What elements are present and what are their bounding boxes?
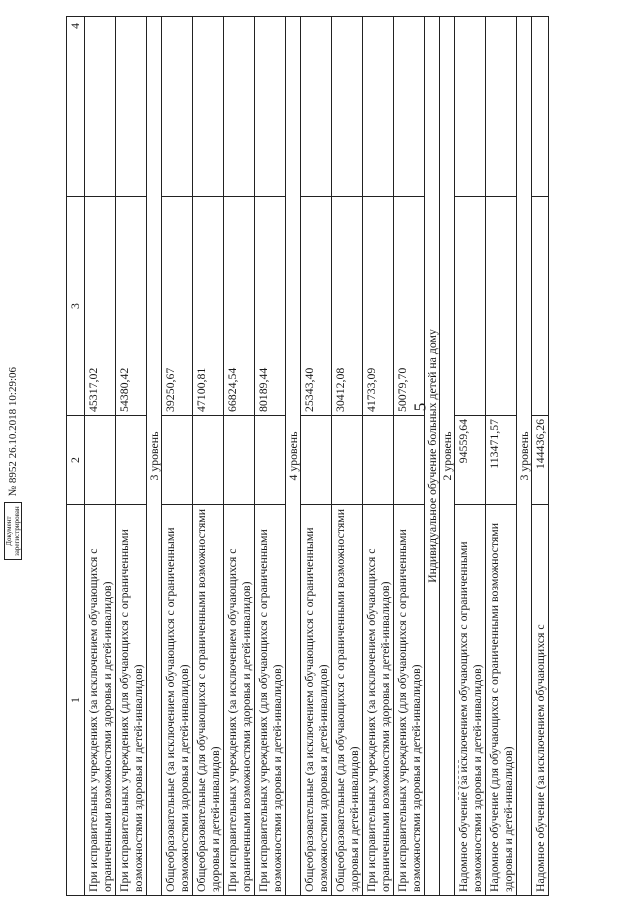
level-heading: 3 уровень [517, 17, 532, 896]
level-heading-row [440, 17, 455, 896]
tariff-table [66, 16, 549, 896]
level-heading-row [147, 17, 162, 896]
row-value-col-4 [394, 17, 425, 197]
section-heading: Индивидуальное обучение больных детей на дому [425, 17, 440, 896]
row-value-col-4 [486, 17, 517, 197]
row-value-col-4 [332, 17, 363, 197]
table-row [332, 17, 363, 896]
row-value-col-2 [255, 416, 286, 505]
row-value-col-4 [116, 17, 147, 197]
table-row [224, 17, 255, 896]
row-value-col-3: 80189,44 [255, 197, 286, 416]
level-heading-row [517, 17, 532, 896]
header-col-2: 2 [67, 416, 85, 505]
row-value-col-4 [162, 17, 193, 197]
registration-stamp-icon: Документ зарегистрирован [4, 502, 22, 560]
registration-footer [4, 367, 22, 560]
row-label: Общеобразовательные (за исключением обучающихся с ограниченными возможностями здоровья и детей-инвалидов) [162, 505, 193, 896]
table-row [85, 17, 116, 896]
row-label: Надомное обучение (для обучающихся с ограниченными возможностями здоровья и детей-инвалидов) [486, 505, 517, 896]
level-heading: 3 уровень [147, 17, 162, 896]
row-value-col-3: 50079,70 [394, 197, 425, 416]
table-row [193, 17, 224, 896]
row-value-col-4 [85, 17, 116, 197]
row-label: При исправительных учреждениях (для обучающихся с ограниченными возможностями здоровья и детей-инвалидов) [255, 505, 286, 896]
row-value-col-2 [301, 416, 332, 505]
row-value-col-2 [394, 416, 425, 505]
table-row [162, 17, 193, 896]
row-label: Надомное обучение (за исключением обучающихся с ограниченными возможностями здоровья и детей-инвалидов) [455, 505, 486, 896]
row-value-col-4 [532, 17, 549, 197]
row-value-col-2: 113471,57 [486, 416, 517, 505]
row-label: При исправительных учреждениях (для обучающихся с ограниченными возможностями здоровья и детей-инвалидов) [116, 505, 147, 896]
row-value-col-2 [224, 416, 255, 505]
row-value-col-2 [332, 416, 363, 505]
header-col-4: 4 [67, 17, 85, 197]
row-label: Надомное обучение (за исключением обучающихся с [532, 505, 549, 896]
table-row [255, 17, 286, 896]
registration-text: № 8952 26.10.2018 10:29:06 [7, 366, 19, 497]
row-label: При исправительных учреждениях (за исключением обучающихся с ограниченными возможностями здоровья и детей-инвалидов) [224, 505, 255, 896]
row-value-col-3 [486, 197, 517, 416]
row-value-col-3 [532, 197, 549, 416]
row-value-col-2: 144436,26 [532, 416, 549, 505]
header-col-1: 1 [67, 505, 85, 896]
row-label: При исправительных учреждениях (за исключением обучающихся с ограниченными возможностями здоровья и детей-инвалидов) [363, 505, 394, 896]
row-value-col-4 [455, 17, 486, 197]
row-value-col-4 [363, 17, 394, 197]
row-value-col-3: 66824,54 [224, 197, 255, 416]
row-value-col-3: 47100,81 [193, 197, 224, 416]
table-row [486, 17, 517, 896]
table-row [116, 17, 147, 896]
row-label: Общеобразовательные (за исключением обучающихся с ограниченными возможностями здоровья и детей-инвалидов) [301, 505, 332, 896]
level-heading: 2 уровень [440, 17, 455, 896]
row-value-col-2: 94559,64 [455, 416, 486, 505]
row-label: Общеобразовательные (для обучающихся с ограниченными возможностями здоровья и детей-инвалидов) [332, 505, 363, 896]
row-label: При исправительных учреждениях (за исключением обучающихся с ограниченными возможностями здоровья и детей-инвалидов) [85, 505, 116, 896]
row-label: Общеобразовательные (для обучающихся с ограниченными возможностями здоровья и детей-инвалидов) [193, 505, 224, 896]
section-heading-row [425, 17, 440, 896]
row-value-col-3: 39250,67 [162, 197, 193, 416]
row-value-col-3: 25343,40 [301, 197, 332, 416]
row-label: При исправительных учреждениях (для обучающихся с ограниченными возможностями здоровья и детей-инвалидов) [394, 505, 425, 896]
row-value-col-3 [455, 197, 486, 416]
header-col-3: 3 [67, 197, 85, 416]
row-value-col-2 [162, 416, 193, 505]
row-value-col-4 [301, 17, 332, 197]
table-row [394, 17, 425, 896]
level-heading: 4 уровень [286, 17, 301, 896]
row-value-col-3: 54380,42 [116, 197, 147, 416]
row-value-col-2 [116, 416, 147, 505]
row-value-col-2 [193, 416, 224, 505]
table-row [363, 17, 394, 896]
scan-artifact-line [458, 760, 461, 800]
row-value-col-3: 45317,02 [85, 197, 116, 416]
page-number: 5 [410, 402, 430, 412]
table-row [532, 17, 549, 896]
row-value-col-2 [85, 416, 116, 505]
table-header-row [67, 17, 85, 896]
row-value-col-2 [363, 416, 394, 505]
row-value-col-4 [224, 17, 255, 197]
row-value-col-4 [193, 17, 224, 197]
row-value-col-3: 30412,08 [332, 197, 363, 416]
document-table-wrapper [66, 23, 547, 896]
level-heading-row [286, 17, 301, 896]
row-value-col-4 [255, 17, 286, 197]
row-value-col-3: 41733,09 [363, 197, 394, 416]
table-row [301, 17, 332, 896]
